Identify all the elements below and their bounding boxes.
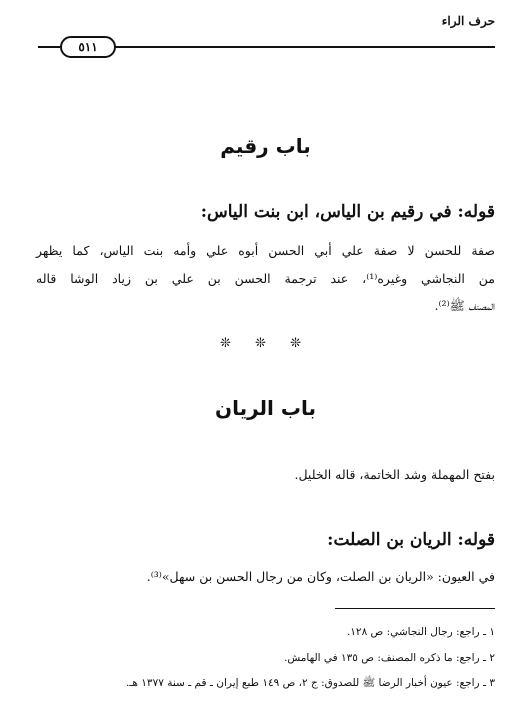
- paragraph-line: صفة للحسن لا صفة علي أبي الحسن أبوه علي وأمه بنت الياس، كما يظهر: [36, 243, 495, 258]
- running-title: حرف الراء: [441, 14, 495, 28]
- footnote-2: ٢ ـ راجع: ما ذكره المصنف: ص ١٣٥ في الهامش.: [284, 652, 495, 664]
- intro-line: بفتح المهملة وشد الخاتمة، قاله الخليل.: [294, 467, 495, 482]
- entry-heading-raqim: قوله: في رقيم بن الياس، ابن بنت الياس:: [200, 202, 495, 222]
- footnote-1: ١ ـ راجع: رجال النجاشي: ص ١٢٨.: [346, 626, 495, 638]
- paragraph-line: المصنف ﷺ⁽²⁾.: [434, 298, 495, 313]
- section-separator: ❊ ❊ ❊: [220, 336, 311, 351]
- paragraph-line: في العيون: «الريان بن الصلت، وكان من رجال الحسن بن سهل»⁽³⁾.: [146, 569, 495, 584]
- chapter-title-raqim: باب رقيم: [220, 134, 311, 158]
- entry-heading-rayyan: قوله: الريان بن الصلت:: [327, 530, 495, 550]
- page-number: ٥١١: [60, 36, 116, 58]
- paragraph-line: من النجاشي وغيره⁽¹⁾، عند ترجمة الحسن بن علي بن زياد الوشا قاله: [36, 271, 495, 286]
- chapter-title-rayyan: باب الريان: [215, 396, 316, 420]
- footnote-rule: [335, 608, 495, 609]
- footnote-3: ٣ ـ راجع: عيون أخبار الرضا ﷺ للصدوق: ج ٢، ص ١٤٩ طبع إيران ـ قم ـ سنة ١٣٧٧ هـ.: [126, 677, 495, 689]
